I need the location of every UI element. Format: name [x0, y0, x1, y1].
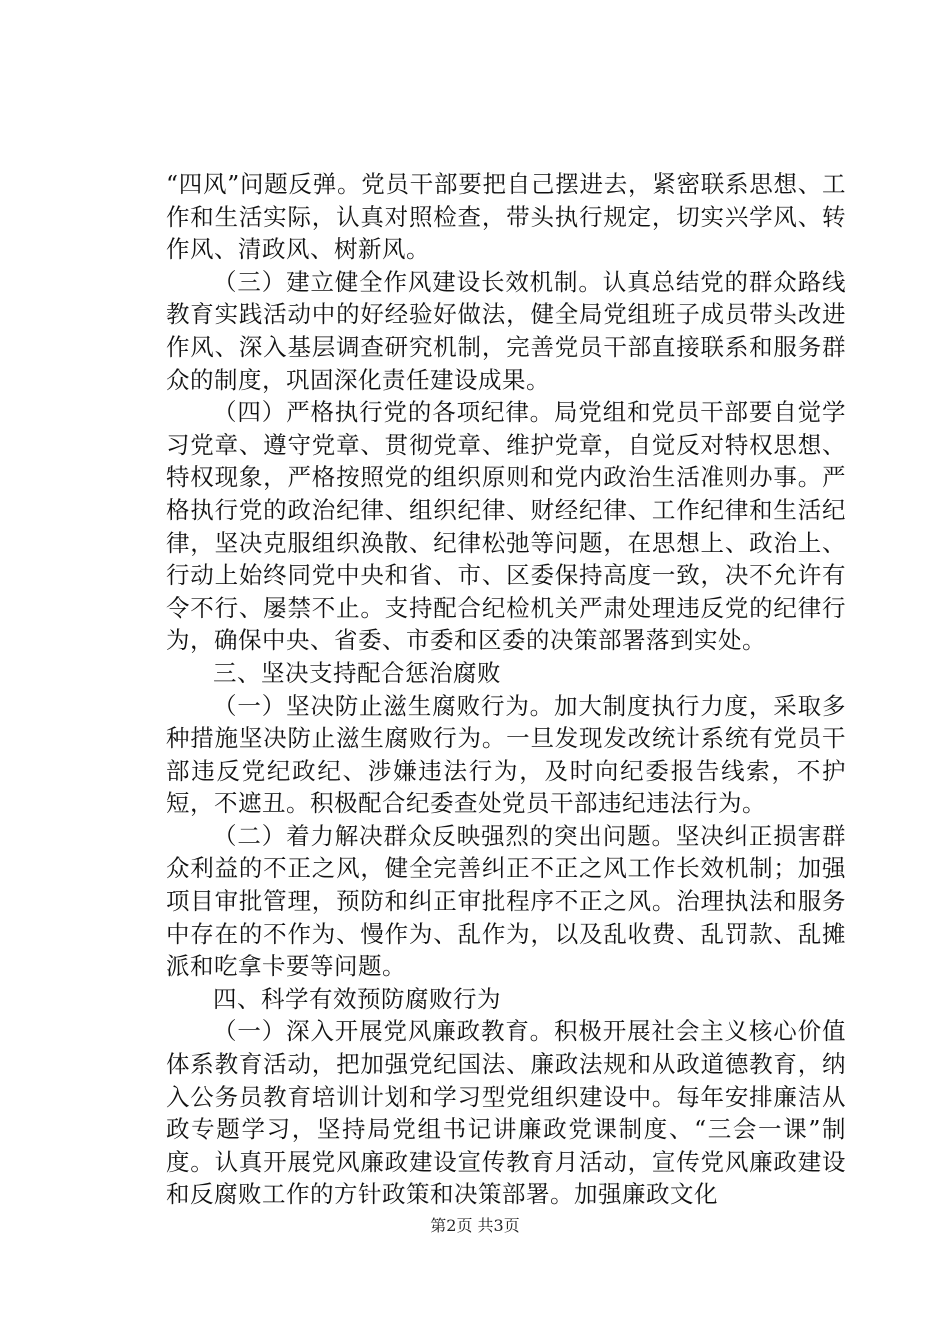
paragraph: （一）深入开展党风廉政教育。积极开展社会主义核心价值体系教育活动，把加强党纪国法、廉政法规和从政道德教育，纳入公务员教育培训计划和学习型党组织建设中。每年安排廉洁从政专题学习，坚持局党组书记讲廉政党课制度、“三会一课”制度。认真开展党风廉政建设宣传教育月活动，宣传党风廉政建设和反腐败工作的方针政策和决策部署。加强廉政文化	[166, 1017, 846, 1209]
paragraph: （四）严格执行党的各项纪律。局党组和党员干部要自觉学习党章、遵守党章、贯彻党章、维护党章，自觉反对特权思想、特权现象，严格按照党的组织原则和党内政治生活准则办事。严格执行党的政治纪律、组织纪律、财经纪律、工作纪律和生活纪律，坚决克服组织涣散、纪律松弛等问题，在思想上、政治上、行动上始终同党中央和省、市、区委保持高度一致，决不允许有令不行、屡禁不止。支持配合纪检机关严肃处理违反党的纪律行为，确保中央、省委、市委和区委的决策部署落到实处。	[166, 398, 846, 655]
section-heading: 四、科学有效预防腐败行为	[213, 984, 501, 1013]
paragraph: （三）建立健全作风建设长效机制。认真总结党的群众路线教育实践活动中的好经验好做法，健全局党组班子成员带头改进作风、深入基层调查研究机制，完善党员干部直接联系和服务群众的制度，巩固深化责任建设成果。	[166, 267, 846, 394]
page-number-footer: 第2页 共3页	[430, 1216, 520, 1235]
paragraph: “四风”问题反弹。党员干部要把自己摆进去，紧密联系思想、工作和生活实际，认真对照检查，带头执行规定，切实兴学风、转作风、清政风、树新风。	[166, 170, 846, 264]
section-heading: 三、坚决支持配合惩治腐败	[213, 658, 501, 687]
paragraph: （一）坚决防止滋生腐败行为。加大制度执行力度，采取多种措施坚决防止滋生腐败行为。一旦发现发改统计系统有党员干部违反党纪政纪、涉嫌违法行为，及时向纪委报告线索，不护短，不遮丑。积极配合纪委查处党员干部违纪违法行为。	[166, 691, 846, 818]
document-body	[166, 168, 846, 1211]
paragraph: （二）着力解决群众反映强烈的突出问题。坚决纠正损害群众利益的不正之风，健全完善纠正不正之风工作长效机制；加强项目审批管理，预防和纠正审批程序不正之风。治理执法和服务中存在的不作为、慢作为、乱作为，以及乱收费、乱罚款、乱摊派和吃拿卡要等问题。	[166, 821, 846, 981]
